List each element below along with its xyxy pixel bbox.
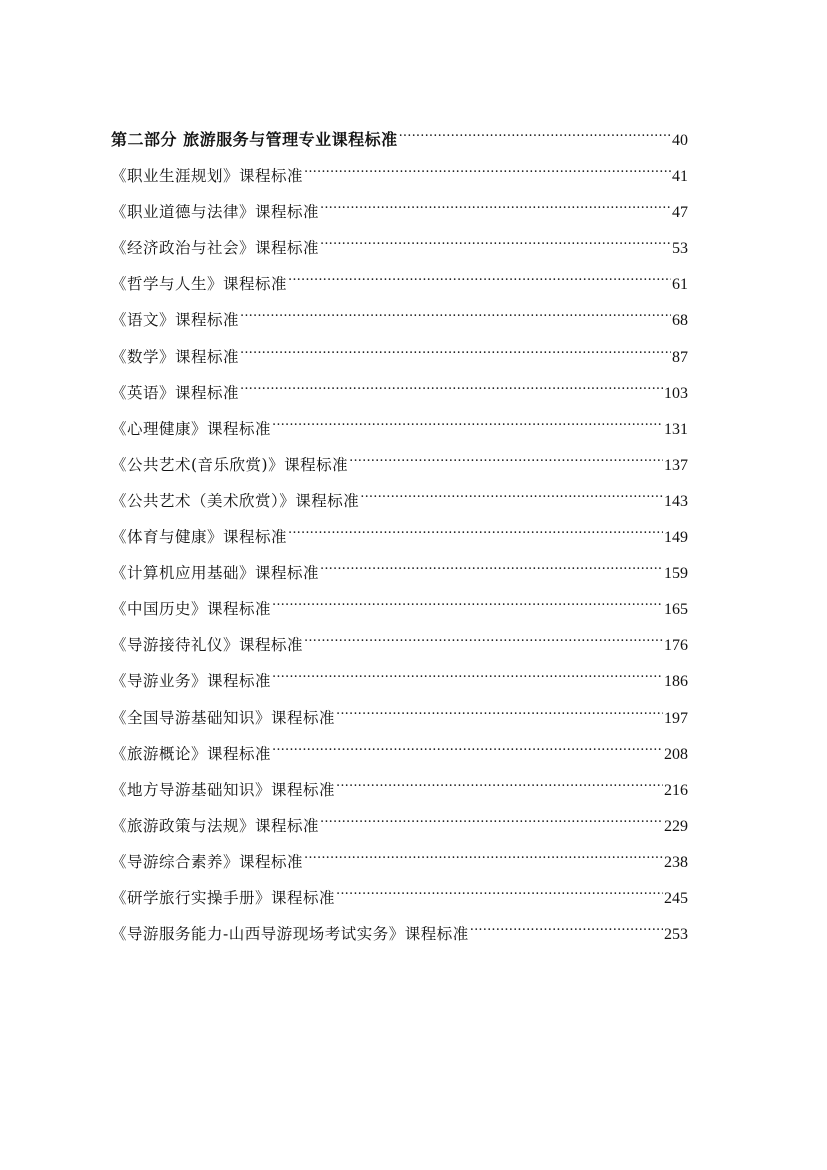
toc-leader-dots <box>304 635 663 651</box>
toc-entry-page: 253 <box>664 926 688 944</box>
toc-leader-dots <box>272 671 663 687</box>
toc-entry-page: 143 <box>664 492 688 510</box>
toc-entry[interactable] <box>111 776 688 812</box>
toc-heading[interactable] <box>111 126 688 162</box>
toc-leader-dots <box>304 166 671 182</box>
toc-entry-page: 208 <box>664 745 688 763</box>
toc-leader-dots <box>399 129 671 145</box>
toc-entry-page: 68 <box>672 312 688 330</box>
toc-entry[interactable] <box>111 198 688 234</box>
toc-entry-title: 《体育与健康》课程标准 <box>111 528 288 547</box>
toc-heading-title: 第二部分 旅游服务与管理专业课程标准 <box>111 130 398 149</box>
toc-entry-title: 《职业生涯规划》课程标准 <box>111 167 304 186</box>
toc-entry-page: 53 <box>672 240 688 258</box>
toc-entry[interactable] <box>111 162 688 198</box>
toc-leader-dots <box>288 527 663 543</box>
toc-entry-page: 87 <box>672 348 688 366</box>
toc-entry[interactable] <box>111 559 688 595</box>
toc-leader-dots <box>272 743 663 759</box>
toc-entry-page: 238 <box>664 853 688 871</box>
toc-item-list <box>111 162 688 956</box>
toc-entry[interactable] <box>111 631 688 667</box>
toc-leader-dots <box>320 563 663 579</box>
toc-entry-title: 《旅游概论》课程标准 <box>111 744 272 763</box>
toc-leader-dots <box>470 924 663 940</box>
toc-entry-page: 131 <box>664 420 688 438</box>
toc-entry-title: 《导游服务能力-山西导游现场考试实务》课程标准 <box>111 925 469 944</box>
toc-entry[interactable] <box>111 920 688 956</box>
toc-entry[interactable] <box>111 451 688 487</box>
toc-leader-dots <box>320 815 663 831</box>
toc-entry[interactable] <box>111 415 688 451</box>
toc-entry-title: 《研学旅行实操手册》课程标准 <box>111 888 336 907</box>
toc-entry[interactable] <box>111 234 688 270</box>
table-of-contents <box>111 126 688 956</box>
toc-entry-page: 47 <box>672 204 688 222</box>
toc-entry-page: 245 <box>664 889 688 907</box>
toc-leader-dots <box>272 418 663 434</box>
toc-entry-title: 《导游接待礼仪》课程标准 <box>111 636 304 655</box>
toc-entry[interactable] <box>111 704 688 740</box>
toc-entry-title: 《计算机应用基础》课程标准 <box>111 564 320 583</box>
toc-leader-dots <box>240 346 671 362</box>
toc-entry-title: 《经济政治与社会》课程标准 <box>111 239 320 258</box>
toc-entry-title: 《中国历史》课程标准 <box>111 600 272 619</box>
toc-leader-dots <box>336 707 663 723</box>
toc-entry-title: 《全国导游基础知识》课程标准 <box>111 708 336 727</box>
toc-entry-page: 216 <box>664 781 688 799</box>
toc-entry-title: 《公共艺术（美术欣赏）》课程标准 <box>111 491 360 510</box>
toc-leader-dots <box>288 274 671 290</box>
toc-entry-title: 《语文》课程标准 <box>111 311 240 330</box>
toc-entry[interactable] <box>111 812 688 848</box>
toc-leader-dots <box>336 779 663 795</box>
toc-entry-page: 165 <box>664 601 688 619</box>
toc-entry[interactable] <box>111 848 688 884</box>
toc-leader-dots <box>320 202 671 218</box>
toc-entry-title: 《哲学与人生》课程标准 <box>111 275 288 294</box>
toc-entry-page: 186 <box>664 673 688 691</box>
toc-entry-title: 《导游综合素养》课程标准 <box>111 852 304 871</box>
toc-entry[interactable] <box>111 270 688 306</box>
toc-entry-title: 《旅游政策与法规》课程标准 <box>111 816 320 835</box>
toc-entry[interactable] <box>111 487 688 523</box>
toc-entry-page: 229 <box>664 817 688 835</box>
toc-entry-title: 《职业道德与法律》课程标准 <box>111 203 320 222</box>
toc-entry-page: 137 <box>664 456 688 474</box>
toc-heading-page: 40 <box>672 132 688 149</box>
toc-entry-title: 《心理健康》课程标准 <box>111 419 272 438</box>
toc-entry[interactable] <box>111 306 688 342</box>
toc-entry[interactable] <box>111 523 688 559</box>
toc-entry[interactable] <box>111 343 688 379</box>
toc-leader-dots <box>272 599 663 615</box>
toc-entry-page: 61 <box>672 276 688 294</box>
toc-entry-page: 41 <box>672 168 688 186</box>
toc-leader-dots <box>360 490 663 506</box>
toc-entry[interactable] <box>111 595 688 631</box>
toc-entry-title: 《导游业务》课程标准 <box>111 672 272 691</box>
toc-leader-dots <box>320 238 671 254</box>
toc-entry-page: 159 <box>664 565 688 583</box>
toc-entry-page: 149 <box>664 529 688 547</box>
toc-entry-title: 《公共艺术(音乐欣赏)》课程标准 <box>111 455 349 474</box>
toc-entry-title: 《地方导游基础知识》课程标准 <box>111 780 336 799</box>
toc-entry-title: 《数学》课程标准 <box>111 347 240 366</box>
toc-entry[interactable] <box>111 884 688 920</box>
toc-leader-dots <box>240 382 663 398</box>
toc-leader-dots <box>349 454 663 470</box>
toc-entry-title: 《英语》课程标准 <box>111 383 240 402</box>
toc-entry[interactable] <box>111 740 688 776</box>
toc-leader-dots <box>304 851 663 867</box>
toc-entry-page: 176 <box>664 637 688 655</box>
toc-entry[interactable] <box>111 667 688 703</box>
toc-leader-dots <box>240 310 671 326</box>
toc-entry-page: 197 <box>664 709 688 727</box>
toc-entry[interactable] <box>111 379 688 415</box>
toc-leader-dots <box>336 887 663 903</box>
toc-entry-page: 103 <box>664 384 688 402</box>
